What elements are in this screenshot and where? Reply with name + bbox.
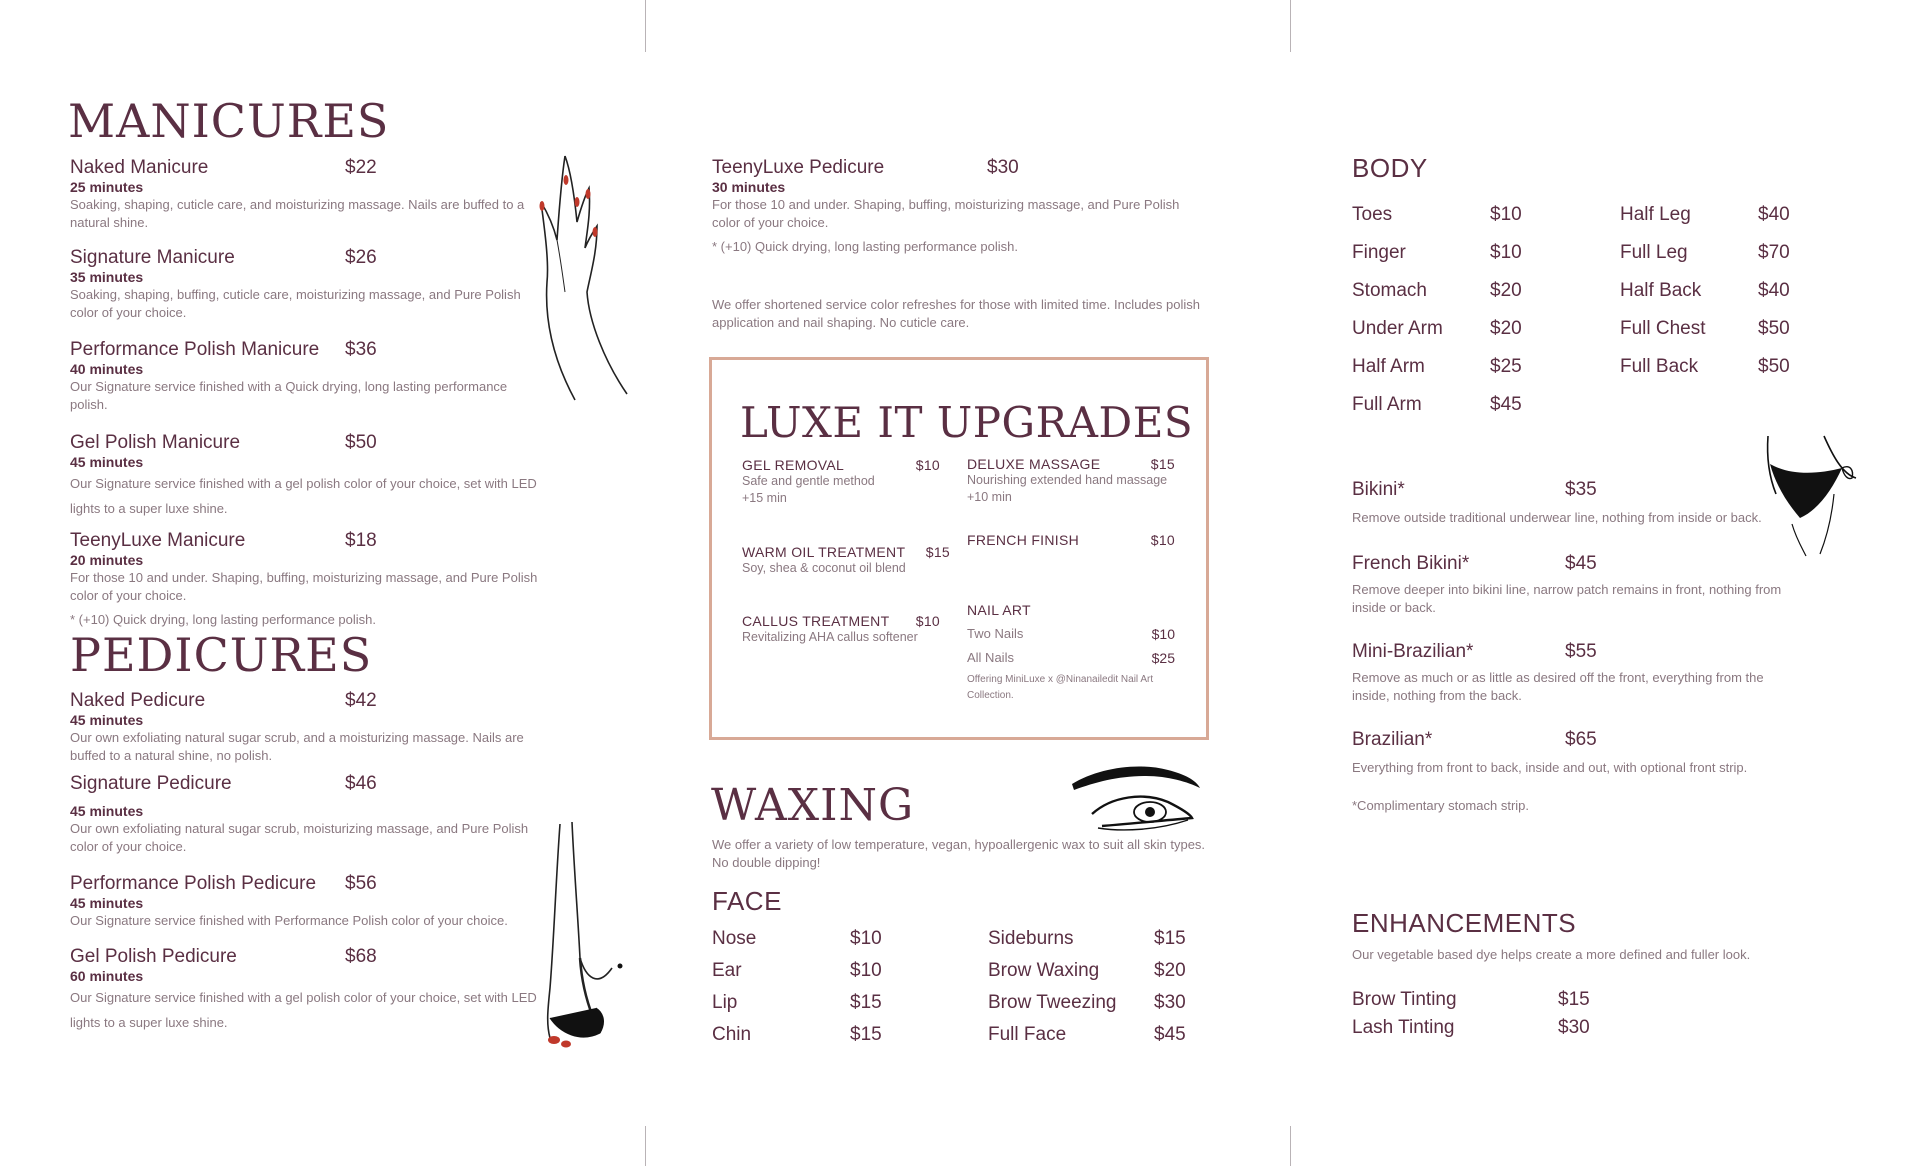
item-description: Soaking, shaping, cuticle care, and moisturizing massage. Nails are buffed to a natural shine.	[70, 197, 525, 230]
item-name: Signature Pedicure	[70, 773, 232, 794]
service-name: Brow Waxing	[988, 960, 1100, 981]
service-name: Under Arm	[1352, 318, 1443, 339]
enhancements-desc: Our vegetable based dye helps create a more defined and fuller look.	[1352, 947, 1751, 962]
service-name: Lip	[712, 992, 738, 1013]
service-price: $25	[1490, 356, 1522, 377]
service-price: $45	[1490, 394, 1522, 415]
upgrade-name: CALLUS TREATMENT	[742, 613, 890, 629]
item-price: $26	[345, 247, 377, 268]
manicure-note: * (+10) Quick drying, long lasting performance polish.	[70, 612, 377, 627]
upgrade-callus	[742, 613, 940, 646]
item-duration: 60 minutes	[70, 968, 144, 984]
manicure-item	[70, 157, 550, 232]
upgrade-name: WARM OIL TREATMENT	[742, 544, 906, 560]
body-note: *Complimentary stomach strip.	[1352, 798, 1529, 813]
body-row	[1352, 234, 1522, 272]
body-row	[1352, 386, 1522, 424]
nail-art-all-label: All Nails	[967, 650, 1014, 665]
service-name: Lash Tinting	[1352, 1017, 1455, 1038]
upgrade-warm-oil	[742, 544, 950, 577]
body-right-list	[1620, 196, 1790, 386]
body-row	[1352, 348, 1522, 386]
service-price: $10	[850, 960, 882, 981]
service-price: $45	[1154, 1024, 1186, 1045]
bikini-item	[1352, 729, 1892, 777]
item-name: Naked Pedicure	[70, 690, 206, 711]
item-price: $46	[345, 773, 377, 794]
service-price: $30	[1154, 992, 1186, 1013]
teeny-pedicure-note: * (+10) Quick drying, long lasting performance polish.	[712, 239, 1019, 254]
pedicure-item	[70, 690, 550, 765]
service-name: Full Chest	[1620, 318, 1706, 339]
item-name: Gel Polish Manicure	[70, 432, 241, 453]
body-row	[1352, 272, 1522, 310]
service-name: Full Back	[1620, 356, 1699, 377]
item-description: Everything from front to back, inside and out, with optional front strip.	[1352, 760, 1748, 775]
body-row	[1352, 310, 1522, 348]
nail-art-offer: Offering MiniLuxe x @Ninanailedit Nail Art Collection.	[967, 674, 1154, 701]
hand-sketch-icon	[505, 152, 635, 402]
item-duration: 45 minutes	[70, 712, 144, 728]
item-name: Performance Polish Manicure	[70, 339, 320, 360]
item-duration: 45 minutes	[70, 895, 144, 911]
waxing-title: WAXING	[711, 780, 915, 831]
item-price: $65	[1565, 729, 1597, 750]
upgrades-box	[709, 357, 1209, 740]
item-description: For those 10 and under. Shaping, buffing, moisturizing massage, and Pure Polish color of your choice.	[70, 570, 538, 603]
item-duration: 35 minutes	[70, 269, 144, 285]
service-price: $70	[1758, 242, 1790, 263]
manicures-title: MANICURES	[68, 94, 390, 148]
upgrade-desc: Soy, shea & coconut oil blend	[742, 561, 906, 575]
item-name: Naked Manicure	[70, 157, 209, 178]
service-price: $50	[1758, 356, 1790, 377]
item-description: Our own exfoliating natural sugar scrub, moisturizing massage, and Pure Polish color of your choice.	[70, 821, 529, 854]
nail-art-two-price: $10	[1151, 626, 1175, 642]
color-refresh-note: We offer shortened service color refreshes for those with limited time. Includes polish application and nail shaping. No cuticle care.	[712, 297, 1200, 330]
face-left-list	[712, 920, 882, 1054]
eye-sketch-icon	[1068, 762, 1204, 836]
item-price: $35	[1565, 479, 1597, 500]
service-name: Toes	[1352, 204, 1393, 225]
item-duration: 25 minutes	[70, 179, 144, 195]
item-price: $45	[1565, 553, 1597, 574]
item-description: Our own exfoliating natural sugar scrub, and a moisturizing massage. Nails are buffed to a natural shine, no polish.	[70, 730, 524, 763]
upgrade-name: NAIL ART	[967, 602, 1031, 618]
item-duration: 30 minutes	[712, 179, 786, 195]
service-name: Half Leg	[1620, 204, 1691, 225]
service-price: $20	[1154, 960, 1186, 981]
service-name: Ear	[712, 960, 742, 981]
pedicure-item	[70, 873, 550, 930]
item-description: Our Signature service finished with a gel polish color of your choice, set with LED lights to a super luxe shine.	[70, 990, 537, 1030]
service-name: Chin	[712, 1024, 752, 1045]
service-name: Finger	[1352, 242, 1406, 263]
item-name: TeenyLuxe Manicure	[70, 530, 246, 551]
item-price: $42	[345, 690, 377, 711]
face-row	[988, 1016, 1186, 1054]
item-name: Mini-Brazilian*	[1352, 641, 1474, 662]
upgrade-price: $10	[915, 613, 940, 629]
service-name: Half Arm	[1352, 356, 1425, 377]
service-price: $10	[1490, 242, 1522, 263]
fold-mark-bottom-left	[645, 1126, 646, 1166]
item-description: Remove deeper into bikini line, narrow patch remains in front, nothing from inside or back.	[1352, 582, 1782, 615]
upgrade-desc: Safe and gentle method +15 min	[742, 474, 875, 505]
upgrade-price: $15	[925, 544, 950, 560]
pedicure-item	[70, 946, 550, 1035]
upgrade-deluxe-massage	[967, 456, 1175, 506]
upgrade-name: DELUXE MASSAGE	[967, 456, 1101, 472]
bikini-item	[1352, 641, 1892, 705]
item-duration: 45 minutes	[70, 454, 144, 470]
service-price: $40	[1758, 204, 1790, 225]
face-title: FACE	[712, 886, 782, 916]
service-price: $15	[1154, 928, 1186, 949]
body-row	[1620, 234, 1790, 272]
upgrade-name: GEL REMOVAL	[742, 457, 845, 473]
item-name: French Bikini*	[1352, 553, 1470, 574]
service-price: $10	[850, 928, 882, 949]
upgrade-price: $10	[1150, 532, 1175, 548]
item-price: $18	[345, 530, 377, 551]
item-name: TeenyLuxe Pedicure	[712, 157, 885, 178]
upgrade-desc: Nourishing extended hand massage +10 min	[967, 473, 1168, 504]
nail-art-two-label: Two Nails	[967, 626, 1024, 641]
enhancements-list	[1352, 986, 1590, 1042]
fold-mark-top-left	[645, 0, 646, 52]
item-price: $36	[345, 339, 377, 360]
item-description: Remove as much or as little as desired off the front, everything from the inside, nothing from the back.	[1352, 670, 1764, 703]
item-name: Performance Polish Pedicure	[70, 873, 317, 894]
item-price: $30	[987, 157, 1019, 178]
service-name: Brow Tinting	[1352, 989, 1457, 1010]
item-name: Gel Polish Pedicure	[70, 946, 237, 967]
item-description: Soaking, shaping, buffing, cuticle care, moisturizing massage, and Pure Polish color of your choice.	[70, 287, 521, 320]
service-price: $40	[1758, 280, 1790, 301]
upgrade-gel-removal	[742, 457, 940, 507]
item-price: $55	[1565, 641, 1597, 662]
upgrade-price: $10	[915, 457, 940, 473]
manicure-item	[70, 432, 550, 521]
item-price: $50	[345, 432, 377, 453]
body-row	[1352, 196, 1522, 234]
body-row	[1620, 348, 1790, 386]
body-title: BODY	[1352, 153, 1428, 183]
upgrade-desc: Revitalizing AHA callus softener	[742, 630, 918, 644]
service-price: $20	[1490, 280, 1522, 301]
item-price: $22	[345, 157, 377, 178]
upgrades-title: LUXE IT UPGRADES	[740, 398, 1194, 447]
pedicure-item	[70, 773, 550, 856]
item-description: Our Signature service finished with a Quick drying, long lasting performance polish.	[70, 379, 508, 412]
service-name: Full Arm	[1352, 394, 1422, 415]
service-name: Brow Tweezing	[988, 992, 1117, 1013]
service-price: $30	[1558, 1017, 1590, 1038]
body-left-list	[1352, 196, 1522, 424]
service-price: $10	[1490, 204, 1522, 225]
enhancement-row	[1352, 986, 1590, 1014]
body-row	[1620, 196, 1790, 234]
bikini-item	[1352, 553, 1892, 617]
service-name: Sideburns	[988, 928, 1074, 949]
manicure-item	[70, 339, 550, 414]
face-right-list	[988, 920, 1186, 1054]
service-name: Full Leg	[1620, 242, 1688, 263]
item-description: For those 10 and under. Shaping, buffing, moisturizing massage, and Pure Polish color of your choice.	[712, 197, 1180, 230]
item-price: $68	[345, 946, 377, 967]
service-name: Full Face	[988, 1024, 1067, 1045]
service-price: $20	[1490, 318, 1522, 339]
item-price: $56	[345, 873, 377, 894]
nail-art-all-price: $25	[1151, 650, 1175, 666]
service-name: Nose	[712, 928, 757, 949]
item-description: Our Signature service finished with Performance Polish color of your choice.	[70, 913, 508, 928]
waxing-intro: We offer a variety of low temperature, vegan, hypoallergenic wax to suit all skin types. No double dipping!	[712, 837, 1206, 870]
manicure-item	[70, 247, 550, 322]
upgrade-nail-art	[967, 602, 1175, 704]
service-name: Stomach	[1352, 280, 1427, 301]
heel-sketch-icon	[520, 818, 630, 1058]
bikini-item	[1352, 479, 1892, 527]
body-row	[1620, 310, 1790, 348]
manicure-item	[70, 530, 550, 605]
upgrade-price: $15	[1150, 456, 1175, 472]
upgrade-french-finish	[967, 532, 1175, 548]
fold-mark-top-right	[1290, 0, 1291, 52]
item-name: Brazilian*	[1352, 729, 1433, 750]
enhancements-title: ENHANCEMENTS	[1352, 908, 1577, 938]
item-description: Our Signature service finished with a gel polish color of your choice, set with LED lights to a super luxe shine.	[70, 476, 537, 516]
teeny-pedicure-item	[712, 157, 1232, 232]
pedicures-title: PEDICURES	[70, 628, 373, 682]
body-row	[1620, 272, 1790, 310]
service-name: Half Back	[1620, 280, 1702, 301]
enhancement-row	[1352, 1014, 1590, 1042]
item-name: Signature Manicure	[70, 247, 235, 268]
service-price: $15	[850, 1024, 882, 1045]
item-duration: 40 minutes	[70, 361, 144, 377]
item-duration: 20 minutes	[70, 552, 144, 568]
upgrade-name: FRENCH FINISH	[967, 532, 1080, 548]
item-description: Remove outside traditional underwear line, nothing from inside or back.	[1352, 510, 1762, 525]
fold-mark-bottom-right	[1290, 1126, 1291, 1166]
face-row	[712, 1016, 882, 1054]
item-duration: 45 minutes	[70, 803, 144, 819]
service-price: $50	[1758, 318, 1790, 339]
service-price: $15	[850, 992, 882, 1013]
service-price: $15	[1558, 989, 1590, 1010]
item-name: Bikini*	[1352, 479, 1405, 500]
